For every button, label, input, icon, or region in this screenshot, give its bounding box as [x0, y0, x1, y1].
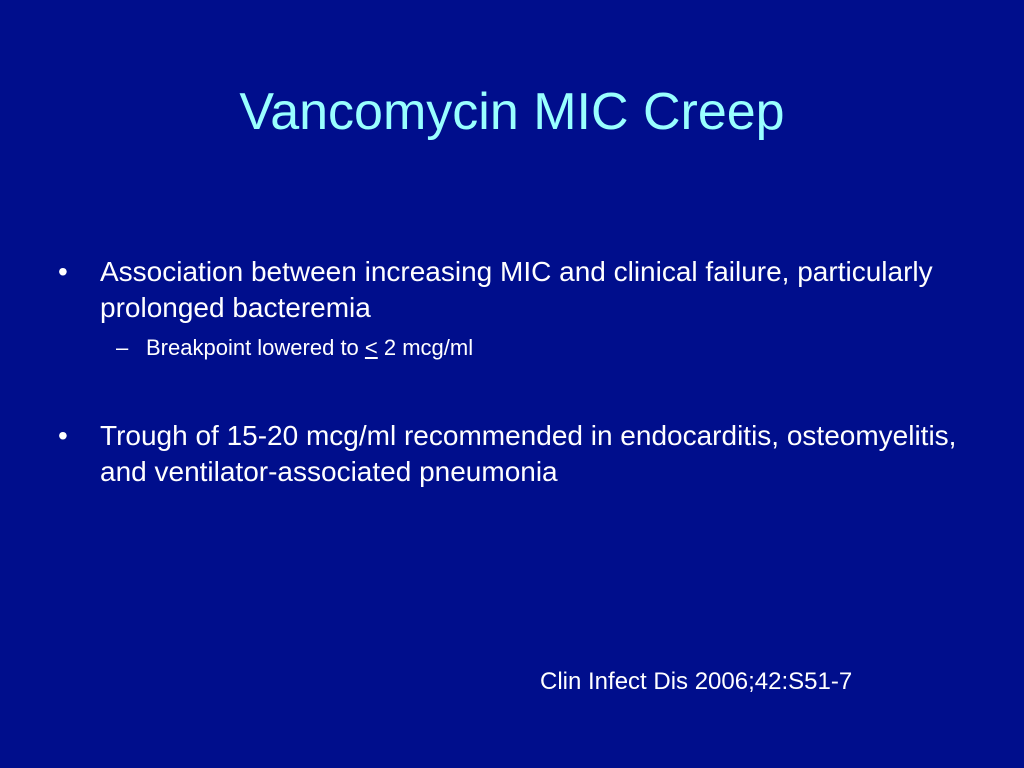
bullet-text: Trough of 15-20 mcg/ml recommended in endocarditis, osteomyelitis, and ventilator-associated pneumonia [100, 420, 957, 487]
bullet-marker: • [58, 256, 68, 287]
bullet-text: Association between increasing MIC and clinical failure, particularly prolonged bacteremia [100, 256, 933, 323]
slide-title: Vancomycin MIC Creep [239, 83, 785, 141]
bullet-marker: • [58, 420, 68, 451]
sub-bullet-suffix: 2 mcg/ml [377, 335, 474, 360]
bullet-item [58, 254, 978, 326]
less-than-or-equal-symbol: < [364, 335, 378, 360]
sub-bullet-prefix: Breakpoint lowered to [146, 335, 365, 360]
sub-bullet-item [116, 334, 473, 362]
bullet-item [58, 418, 978, 490]
citation: Clin Infect Dis 2006;42:S51-7 [540, 668, 853, 695]
sub-bullet-text [146, 334, 473, 362]
sub-bullet-marker: – [116, 335, 129, 360]
